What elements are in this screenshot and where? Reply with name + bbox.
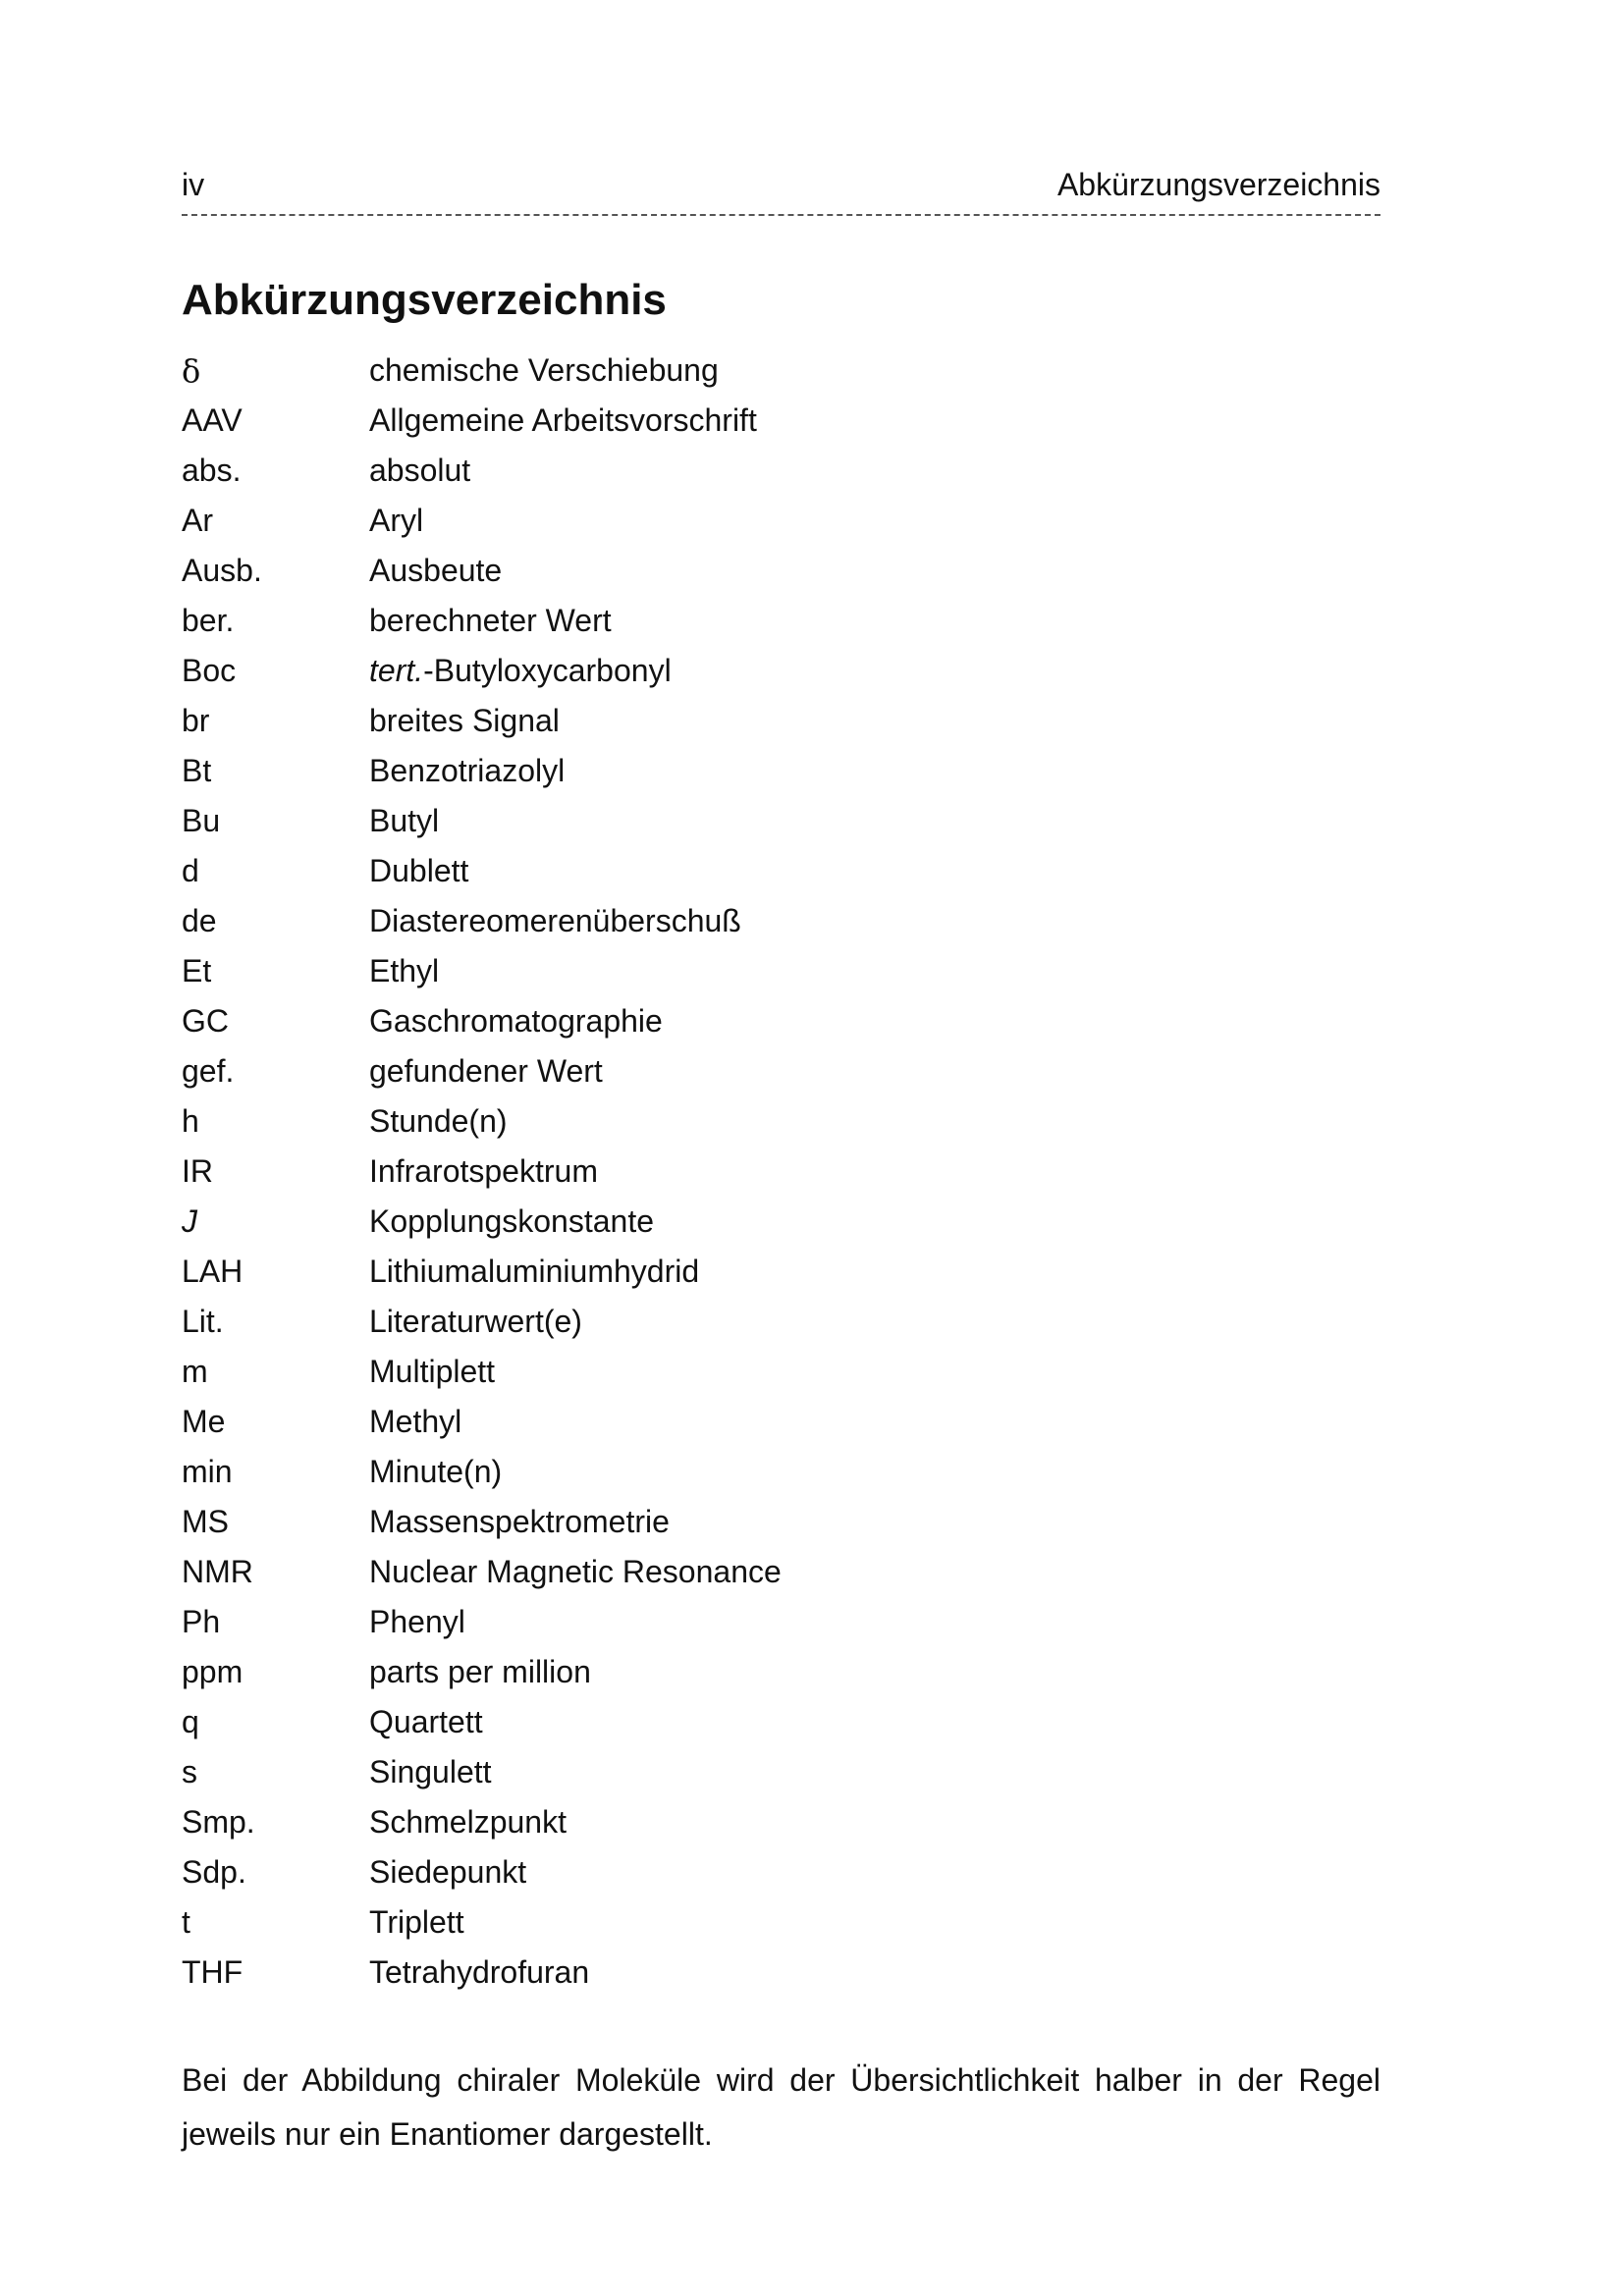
abbreviation-definition: Multiplett (369, 1354, 496, 1389)
abbreviation-row (182, 596, 1380, 646)
abbreviation-term: gef. (182, 1053, 235, 1089)
abbreviation-term: ppm (182, 1654, 243, 1689)
abbreviation-definition: Butyl (369, 803, 440, 838)
abbreviation-definition: berechneter Wert (369, 603, 612, 638)
abbreviation-definition: Phenyl (369, 1604, 465, 1639)
abbreviation-term: Lit. (182, 1304, 224, 1339)
abbreviation-row (182, 546, 1380, 596)
abbreviation-definition: Benzotriazolyl (369, 753, 566, 788)
abbreviation-term: h (182, 1103, 199, 1139)
running-title: Abkürzungsverzeichnis (1056, 167, 1380, 202)
abbreviation-term: LAH (182, 1254, 243, 1289)
abbreviation-term: MS (182, 1504, 229, 1539)
abbreviation-term: J (182, 1203, 197, 1239)
abbreviation-term: Et (182, 953, 212, 988)
abbreviation-definition: Dublett (369, 853, 469, 888)
abbreviation-row (182, 1197, 1380, 1247)
abbreviation-definition: Singulett (369, 1754, 492, 1789)
abbreviation-definition: breites Signal (369, 703, 560, 738)
abbreviation-row (182, 1397, 1380, 1447)
abbreviation-term: Boc (182, 653, 237, 688)
abbreviation-row (182, 1647, 1380, 1697)
abbreviation-row (182, 1797, 1380, 1847)
abbreviation-term: t (182, 1904, 190, 1940)
abbreviation-term: Sdp. (182, 1854, 246, 1890)
abbreviation-term: Me (182, 1404, 226, 1439)
abbreviation-row (182, 896, 1380, 946)
abbreviation-row (182, 1046, 1380, 1096)
abbreviation-row (182, 846, 1380, 896)
abbreviation-term: min (182, 1454, 233, 1489)
abbreviation-definition: Literaturwert(e) (369, 1304, 582, 1339)
abbreviation-row (182, 1547, 1380, 1597)
abbreviation-definition (369, 653, 1380, 689)
abbreviation-row (182, 1948, 1380, 1998)
abbreviation-row (182, 1147, 1380, 1197)
abbreviation-term: Ar (182, 503, 213, 538)
abbreviation-definition: gefundener Wert (369, 1053, 603, 1089)
abbreviation-row (182, 1497, 1380, 1547)
abbreviation-row (182, 1247, 1380, 1297)
abbreviation-definition: absolut (369, 453, 471, 488)
abbreviation-definition: Minute(n) (369, 1454, 503, 1489)
abbreviation-row (182, 1697, 1380, 1747)
abbreviation-term: d (182, 853, 199, 888)
abbreviation-definition: Diastereomerenüberschuß (369, 903, 741, 938)
abbreviation-term: Ausb. (182, 553, 262, 588)
abbreviation-row (182, 1347, 1380, 1397)
abbreviation-term: abs. (182, 453, 242, 488)
abbreviation-term: de (182, 903, 217, 938)
abbreviation-row (182, 1847, 1380, 1897)
abbreviation-term: THF (182, 1954, 243, 1990)
abbreviation-definition: Triplett (369, 1904, 464, 1940)
abbreviation-row (182, 646, 1380, 696)
abbreviation-row (182, 1747, 1380, 1797)
abbreviation-definition: Nuclear Magnetic Resonance (369, 1554, 782, 1589)
page-number: iv (182, 167, 205, 202)
abbreviation-term: AAV (182, 402, 243, 438)
abbreviation-definition: Siedepunkt (369, 1854, 527, 1890)
abbreviation-row (182, 396, 1380, 446)
abbreviation-term: Bt (182, 753, 212, 788)
abbreviation-definition: Ethyl (369, 953, 440, 988)
abbreviation-row (182, 446, 1380, 496)
abbreviation-term: q (182, 1704, 199, 1739)
abbreviation-definition: Stunde(n) (369, 1103, 508, 1139)
abbreviation-definition: chemische Verschiebung (369, 352, 719, 388)
abbreviation-term: Bu (182, 803, 221, 838)
abbreviation-definition: Lithiumaluminiumhydrid (369, 1254, 700, 1289)
abbreviation-definition: Schmelzpunkt (369, 1804, 567, 1840)
abbreviation-row (182, 1297, 1380, 1347)
definition-prefix: tert. (369, 653, 424, 688)
abbreviation-row (182, 796, 1380, 846)
section-title: Abkürzungsverzeichnis (182, 276, 667, 324)
abbreviation-term: s (182, 1754, 197, 1789)
abbreviation-row (182, 1447, 1380, 1497)
abbreviation-row (182, 1897, 1380, 1948)
abbreviation-row (182, 496, 1380, 546)
abbreviation-term: ber. (182, 603, 235, 638)
definition-text: -Butyloxycarbonyl (423, 653, 672, 688)
abbreviation-definition: Infrarotspektrum (369, 1153, 598, 1189)
abbreviation-term: Ph (182, 1604, 221, 1639)
abbreviation-row (182, 696, 1380, 746)
abbreviation-term: br (182, 703, 210, 738)
abbreviation-definition: parts per million (369, 1654, 591, 1689)
abbreviation-term: IR (182, 1153, 213, 1189)
abbreviation-term: m (182, 1354, 208, 1389)
abbreviation-definition: Allgemeine Arbeitsvorschrift (369, 402, 757, 438)
abbreviation-row (182, 746, 1380, 796)
abbreviation-definition: Ausbeute (369, 553, 503, 588)
abbreviation-definition: Aryl (369, 503, 424, 538)
abbreviation-row (182, 1096, 1380, 1147)
abbreviation-definition: Methyl (369, 1404, 462, 1439)
page-header (182, 165, 1380, 216)
abbreviation-row (182, 1597, 1380, 1647)
abbreviation-definition: Tetrahydrofuran (369, 1954, 590, 1990)
abbreviation-row (182, 946, 1380, 996)
abbreviation-term: Smp. (182, 1804, 255, 1840)
abbreviation-term: δ (182, 351, 201, 390)
abbreviation-definition: Gaschromatographie (369, 1003, 663, 1039)
abbreviation-term: GC (182, 1003, 229, 1039)
abbreviation-row (182, 346, 1380, 396)
abbreviation-definition: Kopplungskonstante (369, 1203, 654, 1239)
abbreviation-definition: Massenspektrometrie (369, 1504, 670, 1539)
abbreviation-term: NMR (182, 1554, 253, 1589)
abbreviation-list (182, 346, 1380, 1998)
chirality-note: Bei der Abbildung chiraler Moleküle wird der Übersichtlichkeit halber in der Regel jeweils nur ein Enantiomer dargestellt. (182, 2062, 1380, 2152)
abbreviation-definition: Quartett (369, 1704, 483, 1739)
abbreviation-row (182, 996, 1380, 1046)
